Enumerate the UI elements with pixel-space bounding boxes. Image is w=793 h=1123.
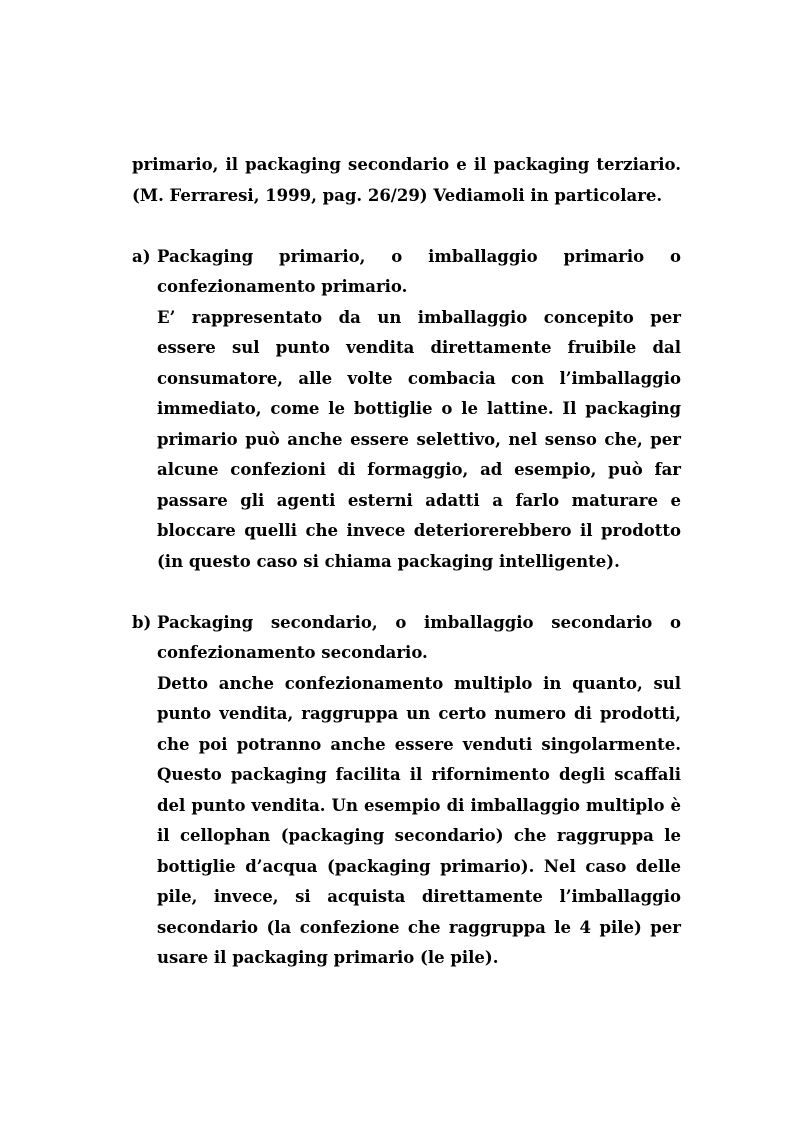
paragraph-spacer xyxy=(132,211,681,242)
list-item-b-heading: Packaging secondario, o imballaggio secondario o confezionamento secondario. xyxy=(157,612,681,662)
list-item-a-heading: Packaging primario, o imballaggio primario o confezionamento primario. xyxy=(157,246,681,296)
list-item-b xyxy=(132,608,681,974)
list-marker-a: a) xyxy=(132,246,151,266)
list-item-b-body: Detto anche confezionamento multiplo in quanto, sul punto vendita, raggruppa un certo numero di prodotti, che poi potranno anche essere venduti singolarmente. Questo packaging facilita il rifornimento degli scaffali del punto vendita. Un esempio di imballaggio multiplo è il cellophan (packaging secondario) che raggruppa le bottiglie d’acqua (packaging primario). Nel caso delle pile, invece, si acquista direttamente l’imballaggio secondario (la confezione che raggruppa le 4 pile) per usare il packaging primario (le pile). xyxy=(157,673,681,967)
list-item-a-body: E’ rappresentato da un imballaggio concepito per essere sul punto vendita direttamente fruibile dal consumatore, alle volte combacia con l’imballaggio immediato, come le bottiglie o le lattine. Il packaging primario può anche essere selettivo, nel senso che, per alcune confezioni di formaggio, ad esempio, può far passare gli agenti esterni adatti a farlo maturare e bloccare quelli che invece deteriorerebbero il prodotto (in questo caso si chiama packaging intelligente). xyxy=(157,307,681,571)
document-body xyxy=(132,150,681,974)
list-item-a xyxy=(132,242,681,578)
list-marker-b: b) xyxy=(132,612,152,632)
intro-paragraph: primario, il packaging secondario e il packaging terziario. (M. Ferraresi, 1999, pag. 26/29) Vediamoli in particolare. xyxy=(132,155,681,205)
paragraph-spacer xyxy=(132,577,681,608)
